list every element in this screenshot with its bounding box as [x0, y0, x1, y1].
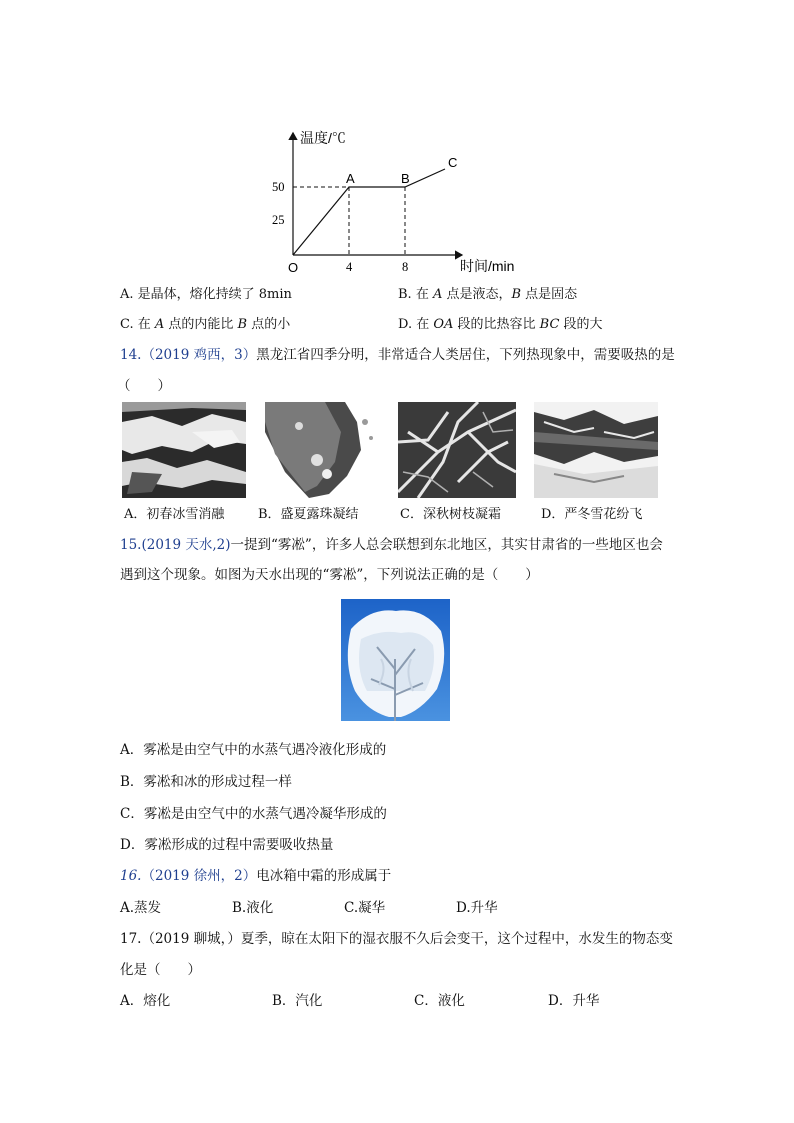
- q15-option-d: D．雾凇形成的过程中需要吸收热量: [120, 837, 334, 853]
- q13-option-b: [398, 287, 577, 303]
- q16-text: 电冰箱中霜的形成属于: [256, 868, 392, 884]
- q13-option-d-v1: OA: [433, 317, 454, 332]
- y-tick-50: 50: [272, 180, 285, 194]
- q15-line2: 遇到这个现象。如图为天水出现的“雾凇”，下列说法正确的是（ ）: [120, 567, 539, 583]
- q15-option-c: C．雾凇是由空气中的水蒸气遇冷凝华形成的: [120, 806, 387, 822]
- q13-option-d: [398, 317, 603, 333]
- origin-label: O: [288, 260, 299, 275]
- q13-option-c-p3: 点的小: [247, 317, 291, 332]
- q14-source: 14.（2019 鸡西，3）: [120, 347, 257, 363]
- q13-option-c-p2: 点的内能比: [164, 317, 238, 332]
- q17-option-c: C．液化: [414, 993, 465, 1009]
- q13-option-c-p1: C. 在: [120, 317, 155, 332]
- q14-option-c: C．深秋树枝凝霜: [400, 507, 501, 522]
- q15-stem-line1: [120, 537, 663, 553]
- rime-tree-image: [341, 599, 450, 721]
- y-tick-25: 25: [272, 213, 285, 227]
- q16-option-a: A.蒸发: [120, 900, 162, 916]
- q14-stem: [120, 347, 675, 363]
- q16-stem: [120, 868, 391, 884]
- q16-source: （2019 徐州，2）: [141, 868, 257, 884]
- q14-text: 黑龙江省四季分明，非常适合人类居住，下列热现象中，需要吸热的是: [256, 347, 675, 363]
- q16-option-c: C.凝华: [344, 900, 386, 916]
- q15-option-a: A．雾凇是由空气中的水蒸气遇冷液化形成的: [120, 742, 387, 758]
- q13-option-b-p3: 点是固态: [521, 287, 578, 302]
- point-c-label: C: [448, 155, 458, 170]
- q14-bracket: （ ）: [117, 378, 171, 394]
- q13-option-a: [120, 287, 292, 303]
- q13-option-c: [120, 317, 290, 333]
- q15-option-b: B．雾凇和冰的形成过程一样: [120, 774, 292, 790]
- q13-option-d-v2: BC: [539, 317, 560, 332]
- x-tick-4: 4: [346, 260, 353, 274]
- point-a-label: A: [346, 171, 355, 186]
- q13-option-b-p2: 点是液态，: [442, 287, 512, 302]
- q17-source: 17.（2019 聊城，）: [120, 931, 241, 947]
- curve-oabc: [293, 169, 445, 255]
- snow-falling-image: [534, 402, 658, 498]
- q13-option-d-p1: D. 在: [398, 317, 434, 332]
- q17-option-d: D．升华: [548, 993, 600, 1009]
- q17-option-b: B．汽化: [272, 993, 323, 1009]
- x-tick-8: 8: [402, 260, 409, 274]
- q17-stem-line1: [120, 931, 673, 947]
- point-b-label: B: [401, 171, 410, 186]
- q13-option-c-v2: B: [237, 317, 248, 332]
- q14-option-b: B．盛夏露珠凝结: [258, 507, 359, 522]
- q13-option-b-p1: B. 在: [398, 287, 433, 302]
- y-axis-label: 温度/℃: [300, 130, 346, 146]
- q13-option-c-v1: A: [154, 317, 165, 332]
- q16-option-d: D.升华: [456, 900, 498, 916]
- q13-option-a-text: A. 是晶体，熔化持续了 8min: [120, 287, 292, 302]
- q13-option-d-p2: 段的比热容比: [453, 317, 540, 332]
- q16-number: 16.: [120, 868, 142, 884]
- q17-line1: 夏季，晾在太阳下的湿衣服不久后会变干，这个过程中，水发生的物态变: [240, 931, 673, 947]
- q13-option-b-v1: A: [432, 287, 443, 302]
- q15-source: 15.(2019 天水,2): [120, 537, 231, 553]
- x-axis-label: 时间/min: [460, 258, 515, 274]
- temperature-time-graph: [260, 125, 530, 275]
- frost-branches-image: [398, 402, 516, 498]
- ice-melting-image: [122, 402, 246, 498]
- q13-option-d-p3: 段的大: [559, 317, 603, 332]
- q16-option-b: B.液化: [232, 900, 274, 916]
- q17-line2: 化是（ ）: [120, 962, 201, 978]
- q13-option-b-v2: B: [511, 287, 522, 302]
- dew-leaf-image: [265, 402, 381, 498]
- q15-line1: 一提到“雾凇”，许多人总会联想到东北地区，其实甘肃省的一些地区也会: [230, 537, 663, 553]
- q14-option-a: A．初春冰雪消融: [124, 507, 225, 522]
- q17-option-a: A．熔化: [120, 993, 171, 1009]
- q14-option-d: D．严冬雪花纷飞: [541, 507, 643, 522]
